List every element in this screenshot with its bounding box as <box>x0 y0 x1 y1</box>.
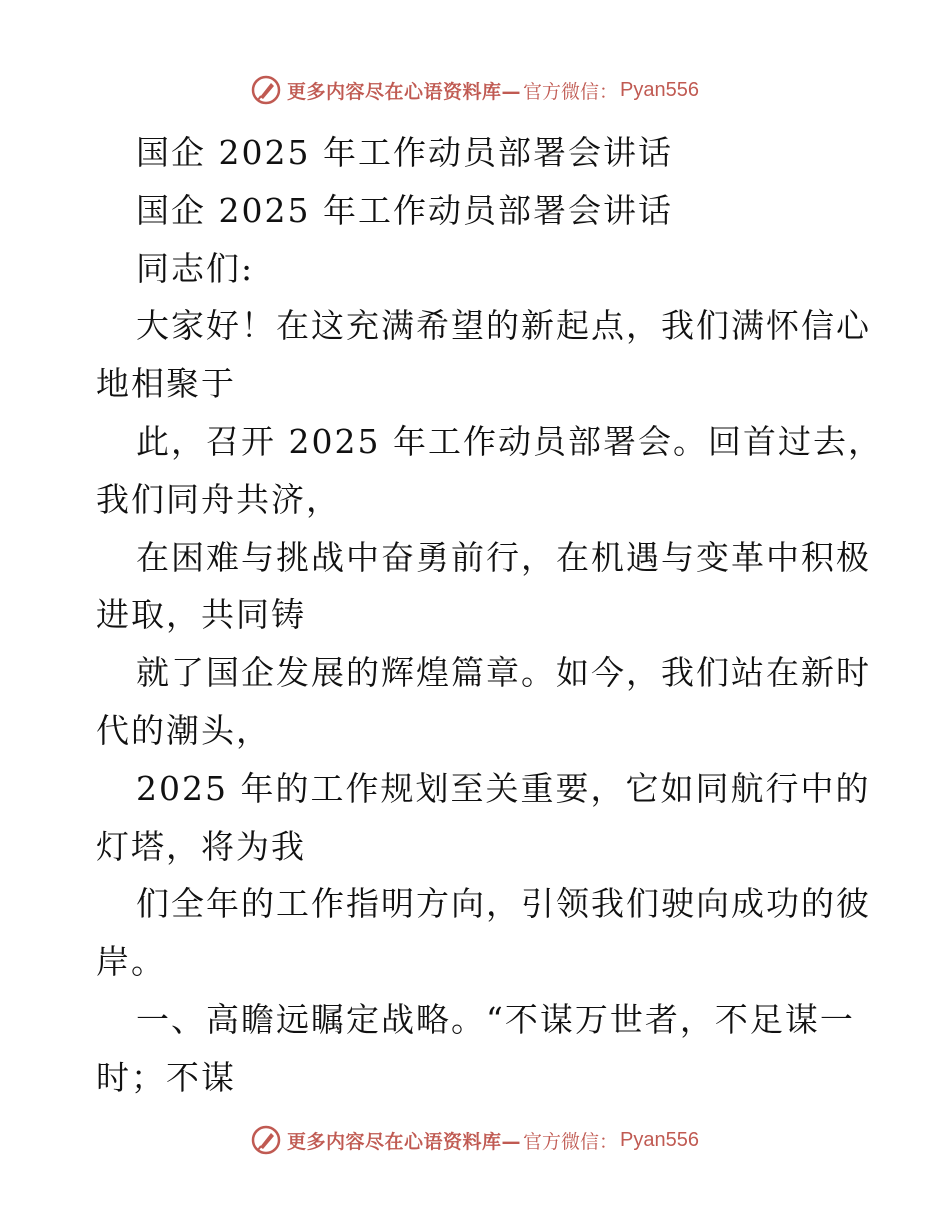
footer-watermark <box>0 1120 950 1160</box>
header-watermark <box>0 70 950 110</box>
text-line: 灯塔，将为我 <box>96 826 306 866</box>
watermark-wechat-id: Pyan556 <box>620 78 699 101</box>
text-line: 在困难与挑战中奋勇前行，在机遇与变革中积极 <box>136 537 871 577</box>
text-line: 代的潮头， <box>96 710 271 750</box>
text-line: 们全年的工作指明方向，引领我们驶向成功的彼 <box>136 884 871 924</box>
watermark-text: 更多内容尽在心语资料库— <box>287 80 522 103</box>
text-line: 一、高瞻远瞩定战略。“不谋万世者，不足谋一 <box>136 999 855 1039</box>
text-line: 我们同舟共济， <box>96 479 341 519</box>
quill-logo-icon <box>251 1125 281 1155</box>
text-line: 国企 2025 年工作动员部署会讲话 <box>136 133 673 172</box>
text-line: 同志们: <box>136 248 255 288</box>
text-line: 就了国企发展的辉煌篇章。如今，我们站在新时 <box>136 653 871 693</box>
text-line: 地相聚于 <box>96 364 236 404</box>
text-line: 时；不谋 <box>96 1057 236 1097</box>
document-lines <box>96 124 883 1107</box>
text-line: 国企 2025 年工作动员部署会讲话 <box>136 190 673 230</box>
watermark-wechat-id: Pyan556 <box>620 1128 699 1151</box>
watermark-wechat-label: 官方微信： <box>523 80 619 103</box>
watermark-text: 更多内容尽在心语资料库— <box>287 1130 522 1153</box>
text-line: 大家好！在这充满希望的新起点，我们满怀信心 <box>136 306 871 346</box>
quill-logo-icon <box>251 75 281 105</box>
text-line: 此，召开 2025 年工作动员部署会。回首过去， <box>136 421 883 461</box>
text-line: 进取，共同铸 <box>96 595 306 635</box>
watermark-wechat-label: 官方微信： <box>523 1130 619 1153</box>
text-line: 岸。 <box>96 942 166 982</box>
document-body <box>96 124 883 1107</box>
text-line: 2025 年的工作规划至关重要，它如同航行中的 <box>136 768 871 808</box>
